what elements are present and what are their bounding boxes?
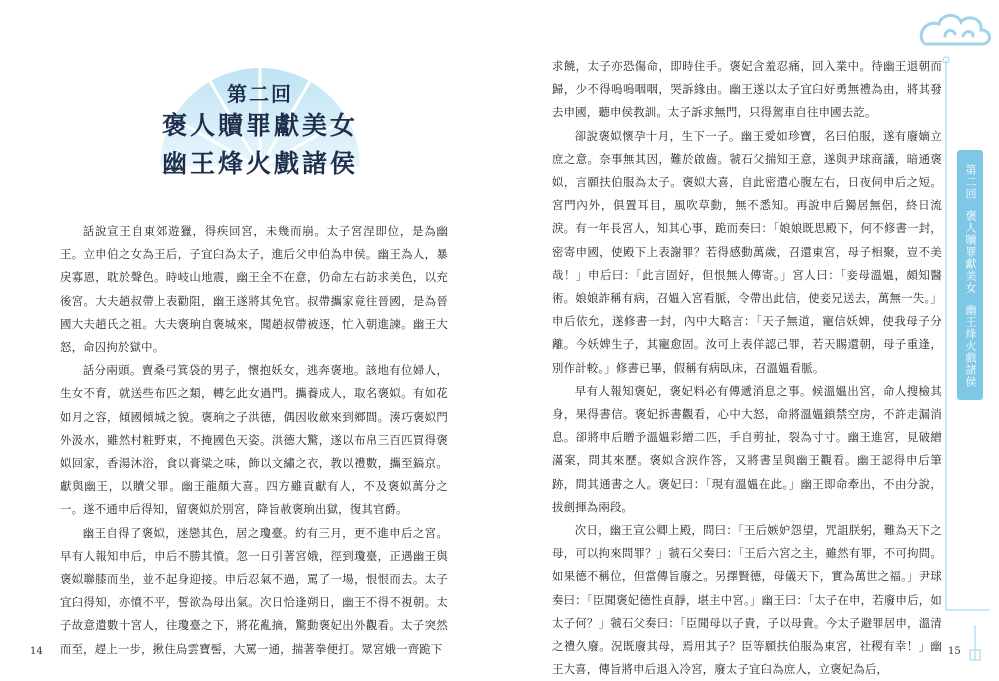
chapter-title-line-1: 褒人贖罪獻美女	[161, 111, 358, 140]
paragraph: 話分兩頭。賣桑弓箕袋的男子，懷抱妖女，逃奔褒地。該地有位婦人，生女不育，就送些布匹之類，轉乞此女過門。攜養成人，取名褒姒。有如花如月之容，傾國傾城之貌。褒珦之子洪德，偶因收歛來到鄉間。湊巧褒姒門外汲水，雖然村粧野束，不掩國色天姿。洪德大驚，遂以布帛三百匹買得褒姒回家，香湯沐浴，食以膏粱之味，飾以文繡之衣，教以禮數，攜至鎬京。獻與幽王，以贖父罪。幽王龍顏大喜。四方雖貢獻有人，不及褒姒萬分之一。遂不通申后得知，留褒姒於別宮，降旨赦褒珦出獄，復其官爵。	[60, 363, 448, 517]
paragraph: 話說宣王自東郊遊獵，得疾回宮，未幾而崩。太子宮涅即位，是為幽王。立申伯之女為王后，子宜臼為太子，進后父申伯為申侯。幽王為人，暴戾寡恩，耽於聲色。時岐山地震，幽王全不在意，仍命左右訪求美色，以充後宮。大夫趙叔帶上表勸阻，幽王遂將其免官。叔帶攜家竟往晉國，是為晉國大夫趙氏之祖。大夫褒珦自褒城來，聞趙叔帶被逐，忙入朝進諫。幽王大怒，命囚拘於獄中。	[60, 224, 448, 355]
paragraph: 求饒，太子亦恐傷命，即時住手。褒妃含羞忍痛，回入業中。待幽王退朝而歸，少不得嗚嗚咽咽，哭訴緣由。幽王遂以太子宜臼好勇無禮為由，將其發去申國，聽申侯教訓。太子訴求無門，只得駕車自往申國去訖。	[552, 59, 942, 120]
paragraph: 早有人報知褒妃，褒妃料必有傳遞消息之事。候溫媼出宮，命人搜檢其身，果得書信。褒妃拆書觀看，心中大怒，命將溫媼鎖禁空房，不許走漏消息。卻將申后贈予溫媼彩繒二匹，手自剪扯，裂為寸寸。幽王進宮，見破繒滿案，問其來歷。褒姒含淚作答，又將書呈與幽王觀看。幽王認得申后筆跡，問其通書之人。褒妃曰：「現有溫媼在此。」幽王即命牽出，不由分說，拔劍揮為兩段。	[552, 383, 942, 514]
chapter-number: 第二回	[227, 82, 293, 106]
side-tab-line-1: 褒人贖罪獻美女	[964, 210, 977, 294]
chapter-side-tab	[957, 150, 983, 400]
right-page-body	[552, 55, 942, 681]
paragraph: 卻說褒姒懷孕十月，生下一子。幽王愛如珍寶，名曰伯服，遂有廢嫡立庶之意。奈事無其因，難於啟齒。虢石父揣知王意，遂與尹球商議，暗通褒姒，言願扶伯服為太子。褒姒大喜，自此密遣心腹左右，日夜伺申后之短。宮門內外，俱置耳目，風吹草動，無不悉知。再說申后獨居無侶，終日流淚。有一年長宮人，知其心事，跪而奏曰：「娘娘既思殿下，何不修書一封，密寄申國，使殿下上表謝罪？若得感動萬歲，召還東宮，母子相聚，豈不美哉！」申后曰：「此言固好，但恨無人傳寄。」宮人曰：「妾母溫媼，頗知醫術。娘娘詐稱有病，召媼入宮看脈，令帶出此信，使妾兄送去，萬無一失。」申后依允，遂修書一封，內中大略言：「天子無道，寵信妖婢，使我母子分離。今妖婢生子，其寵愈固。汝可上表佯認己罪，若天賜還朝，母子重逢，別作計較。」修書已畢，假稱有病臥床，召溫媼看脈。	[552, 128, 942, 375]
side-tab-chapter: 第二回	[964, 164, 977, 200]
page-number-left: 14	[30, 646, 43, 657]
side-tab-line-2: 幽王烽火戲諸侯	[964, 304, 977, 388]
paragraph: 次日，幽王宣公卿上殿，問曰：「王后嫉妒怨望，咒詛朕躬，難為天下之母，可以拘來問罪？」虢石父奏曰：「王后六宮之主，雖然有罪，不可拘問。如果德不稱位，但當傳旨廢之。另擇賢德，母儀天下，實為萬世之福。」尹球奏曰：「臣聞褒妃德性貞靜，堪主中宮。」幽王曰：「太子在申，若廢申后，如太子何？」虢石父奏曰：「臣聞母以子貴，子以母貴。今太子避罪居申，溫清之禮久廢。況既廢其母，焉用其子？臣等願扶伯服為東宮，社稷有幸！」幽王大喜，傳旨將申后退入冷宮，廢太子宜臼為庶人，立褒妃為后，	[552, 523, 942, 677]
chapter-title-line-2: 幽王烽火戲諸侯	[161, 149, 358, 178]
paragraph: 幽王自得了褒姒，迷戀其色，居之瓊臺。約有三月，更不進申后之宮。早有人報知申后，申后不勝其憤。忽一日引著宮娥，徑到瓊臺，正遇幽王與褒姒聯膝而坐，並不起身迎接。申后忍氣不過，罵了一場，恨恨而去。太子宜臼得知，亦憤不平，誓欲為母出氣。次日恰逢朔日，幽王不得不視朝。太子故意遣數十宮人，往瓊臺之下，將花亂摘，驚動褒妃出外觀看。太子突然而至，趕上一步，揪住烏雲寶髻，大罵一通，揣著拳便打。眾宮娥一齊跪下	[60, 525, 448, 656]
left-page-body	[60, 220, 448, 661]
page-number-right: 15	[948, 646, 961, 657]
chapter-title	[130, 78, 390, 183]
